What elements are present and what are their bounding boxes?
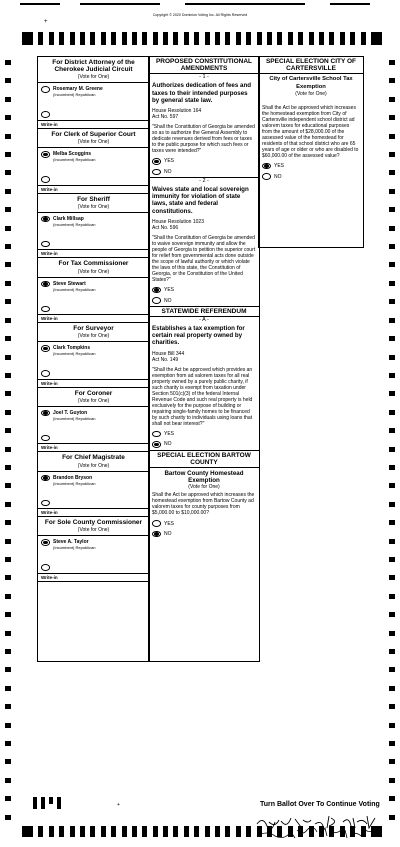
question-title: Bartow County Homestead Exemption: [164, 470, 244, 485]
no-option[interactable]: NO: [149, 167, 259, 178]
vote-oval[interactable]: [41, 410, 50, 417]
write-in-label: Write-in: [38, 508, 149, 516]
vote-oval[interactable]: [152, 520, 161, 527]
vote-for-instruction: (Vote for One): [77, 462, 110, 469]
candidate-name: Clark Tompkins: [53, 345, 91, 352]
race-block: [38, 129, 149, 194]
question-number: - 1 -: [199, 74, 209, 81]
race-header: [38, 517, 149, 536]
vote-for-instruction: (Vote for One): [188, 484, 220, 491]
vote-oval[interactable]: [41, 241, 50, 248]
left-timing-marks: [5, 60, 11, 820]
amendments-header: PROPOSED CONSTITUTIONAL AMENDMENTS: [149, 57, 259, 74]
no-option[interactable]: NO: [149, 295, 259, 306]
top-timing-marks: [22, 32, 382, 45]
write-in-label: Write-in: [38, 120, 149, 128]
yes-option[interactable]: YES: [149, 518, 259, 529]
vote-oval[interactable]: [41, 111, 50, 118]
candidate-option[interactable]: [38, 536, 149, 552]
question-text: Shall the Act be approved which increases the homestead exemption from City of Cartersville independent school district ad valorem taxes for educational purposes from the amount of $28,000.00 of the assessed value of the homestead for residents of that school district who are 65 years of age or older or who are disabled to $60,000.00 of the assessed value?: [262, 104, 359, 159]
vote-oval[interactable]: [262, 173, 271, 180]
race-title: For Coroner: [74, 389, 113, 397]
candidate-option[interactable]: [38, 83, 149, 99]
write-in-label: Write-in: [38, 185, 149, 193]
candidate-party: (Incumbent) Republican: [53, 221, 96, 227]
vote-oval[interactable]: [41, 176, 50, 183]
no-option[interactable]: NO: [149, 529, 259, 540]
registration-mark: +: [44, 19, 48, 25]
bottom-timing-marks: [22, 826, 382, 837]
race-title: For Sole County Commissioner: [44, 519, 143, 527]
question-title: Authorizes dedication of fees and taxes to their intended purposes by general state law.: [152, 82, 252, 104]
race-title: For Surveyor: [73, 325, 114, 333]
race-header: [38, 323, 149, 342]
write-in-label: Write-in: [38, 249, 149, 257]
race-block: [38, 452, 149, 517]
no-option[interactable]: NO: [149, 439, 259, 450]
right-timing-marks: [389, 60, 395, 820]
cartersville-header: SPECIAL ELECTION CITY OF CARTERSVILLE: [259, 57, 363, 74]
write-in-label: Write-in: [38, 379, 149, 387]
vote-oval[interactable]: [152, 287, 161, 294]
write-in-option[interactable]: [38, 552, 149, 573]
race-title: For District Attorney of the Cherokee Judicial Circuit: [52, 59, 135, 74]
race-title: For Chief Magistrate: [62, 454, 125, 462]
vote-oval[interactable]: [41, 564, 50, 571]
vote-oval[interactable]: [41, 281, 50, 288]
vote-oval[interactable]: [41, 539, 50, 546]
race-block: [38, 517, 149, 582]
question-title: City of Cartersville School Tax Exemption: [269, 76, 353, 90]
race-block: [38, 323, 149, 388]
race-title: For Tax Commissioner: [58, 260, 129, 268]
race-header: [38, 452, 149, 471]
race-title: For Sheriff: [77, 195, 110, 203]
candidate-party: (Incumbent) Republican: [53, 286, 96, 292]
race-block: [38, 194, 149, 259]
race-header: [38, 129, 149, 148]
question-reference: House Resolution 164 Act No. 597: [152, 108, 202, 121]
race-header: [38, 57, 149, 83]
candidate-party: (Incumbent) Republican: [53, 480, 96, 486]
top-cut-line: [10, 3, 390, 6]
candidate-name: Steve A. Taylor: [53, 539, 89, 546]
referendum-header: STATEWIDE REFERENDUM: [149, 306, 259, 317]
vote-oval[interactable]: [152, 158, 161, 165]
vote-oval[interactable]: [41, 370, 50, 377]
race-header: [38, 194, 149, 213]
write-in-option[interactable]: [38, 294, 149, 315]
bartow-header: SPECIAL ELECTION BARTOW COUNTY: [149, 450, 259, 468]
yes-option[interactable]: YES: [149, 156, 259, 167]
write-in-option[interactable]: [38, 423, 149, 444]
vote-for-instruction: (Vote for One): [295, 90, 327, 97]
candidate-option[interactable]: [38, 213, 149, 229]
vote-oval[interactable]: [41, 306, 50, 313]
write-in-label: Write-in: [38, 443, 149, 451]
candidate-option[interactable]: [38, 342, 149, 358]
vote-oval[interactable]: [152, 169, 161, 176]
candidate-option[interactable]: [38, 278, 149, 294]
vote-for-instruction: (Vote for One): [77, 203, 110, 210]
vote-oval[interactable]: [152, 431, 161, 438]
vote-for-instruction: (Vote for One): [77, 139, 110, 146]
registration-mark: +: [117, 802, 120, 808]
vote-for-instruction: (Vote for One): [77, 268, 110, 275]
race-title: For Clerk of Superior Court: [51, 130, 136, 138]
copyright-text: Copyright © 2020 Dominion Voting Inc. All Rights Reserved: [152, 13, 248, 17]
write-in-option[interactable]: [38, 99, 149, 120]
candidate-name: Joel T. Guyton: [53, 409, 88, 416]
candidate-name: Rosemary M. Greene: [53, 86, 103, 93]
race-block: [38, 258, 149, 323]
write-in-option[interactable]: [38, 488, 149, 509]
yes-option[interactable]: YES: [259, 161, 363, 172]
candidate-party: (Incumbent) Republican: [53, 92, 96, 98]
question-reference: House Bill 344 Act No. 149: [152, 350, 185, 363]
question-title: Waives state and local sovereign immunity for violation of state laws, state and federal constitutions.: [152, 186, 249, 215]
yes-option[interactable]: YES: [149, 429, 259, 440]
vote-oval[interactable]: [41, 86, 50, 93]
write-in-option[interactable]: [38, 229, 149, 250]
candidate-name: Brandon Bryson: [53, 474, 93, 481]
vote-oval[interactable]: [152, 297, 161, 304]
write-in-option[interactable]: [38, 164, 149, 185]
question-text: "Shall the Constitution of Georgia be amended so as to authorize the General Assembly to dedicate revenues derived from fees or taxes to the public purpose for which such fees or taxes were intended?": [152, 124, 255, 155]
vote-for-instruction: (Vote for One): [77, 74, 110, 81]
vote-oval[interactable]: [41, 151, 50, 158]
cartersville-column: [258, 56, 364, 248]
race-header: [38, 388, 149, 407]
candidate-party: (Incumbent) Republican: [53, 351, 96, 357]
candidate-name: Melba Scoggins: [53, 151, 92, 158]
candidate-name: Steve Stewart: [53, 280, 86, 287]
write-in-label: Write-in: [38, 573, 149, 581]
write-in-option[interactable]: [38, 358, 149, 379]
race-block: [38, 57, 149, 129]
vote-for-instruction: (Vote for One): [77, 397, 110, 404]
vote-oval[interactable]: [41, 216, 50, 223]
vote-for-instruction: (Vote for One): [77, 333, 110, 340]
vote-oval[interactable]: [152, 531, 161, 538]
race-block: [38, 388, 149, 453]
question-text: Shall the Act be approved which increases the homestead exemption from Bartow County ad valorem taxes for county purposes from $5,000.00 to $10,000.00?: [152, 492, 255, 517]
vote-oval[interactable]: [41, 435, 50, 442]
no-option[interactable]: NO: [259, 171, 363, 182]
write-in-label: Write-in: [38, 314, 149, 322]
ballot-id-marks: [33, 797, 61, 809]
candidate-party: (Incumbent) Republican: [53, 157, 96, 163]
candidate-party: (Incumbent) Republican: [53, 545, 96, 551]
question-title: Establishes a tax exemption for certain real property owned by charities.: [152, 325, 245, 347]
amendments-column: [148, 56, 260, 662]
candidate-races-column: [37, 56, 150, 662]
question-text: "Shall the Constitution of Georgia be amended to waive sovereign immunity and allow the people of Georgia to petition the superior court for relief from governmental acts done outside the scope of lawful authority or which violate the laws of this state, the Constitution of Georgia, or the Constitution of the United States?": [152, 234, 256, 283]
candidate-option[interactable]: [38, 148, 149, 164]
race-header: [38, 258, 149, 277]
vote-oval[interactable]: [41, 500, 50, 507]
candidate-option[interactable]: [38, 407, 149, 423]
vote-oval[interactable]: [41, 475, 50, 482]
yes-option[interactable]: YES: [149, 285, 259, 296]
candidate-party: (Incumbent) Republican: [53, 415, 96, 421]
question-number: - A -: [199, 317, 209, 324]
question-number: - 2 -: [149, 177, 259, 184]
vote-for-instruction: (Vote for One): [77, 527, 110, 534]
question-text: "Shall the Act be approved which provides an exemption from ad valorem taxes for all real property owned by a purely public charity, if such charity is exempt from taxation under Section 501(c)(3) of the federal Internal Revenue Code and such real property is held exclusively for the purpose of building or repairing single-family homes to be financed by such charity to individuals using loans that shall not bear interest?": [152, 366, 253, 427]
candidate-option[interactable]: [38, 472, 149, 488]
question-reference: House Resolution 1023 Act No. 596: [152, 218, 204, 231]
vote-oval[interactable]: [152, 441, 161, 448]
vote-oval[interactable]: [41, 345, 50, 352]
turn-over-notice: Turn Ballot Over To Continue Voting: [260, 801, 380, 808]
vote-oval[interactable]: [262, 163, 271, 170]
candidate-name: Clark Millsap: [53, 215, 84, 222]
